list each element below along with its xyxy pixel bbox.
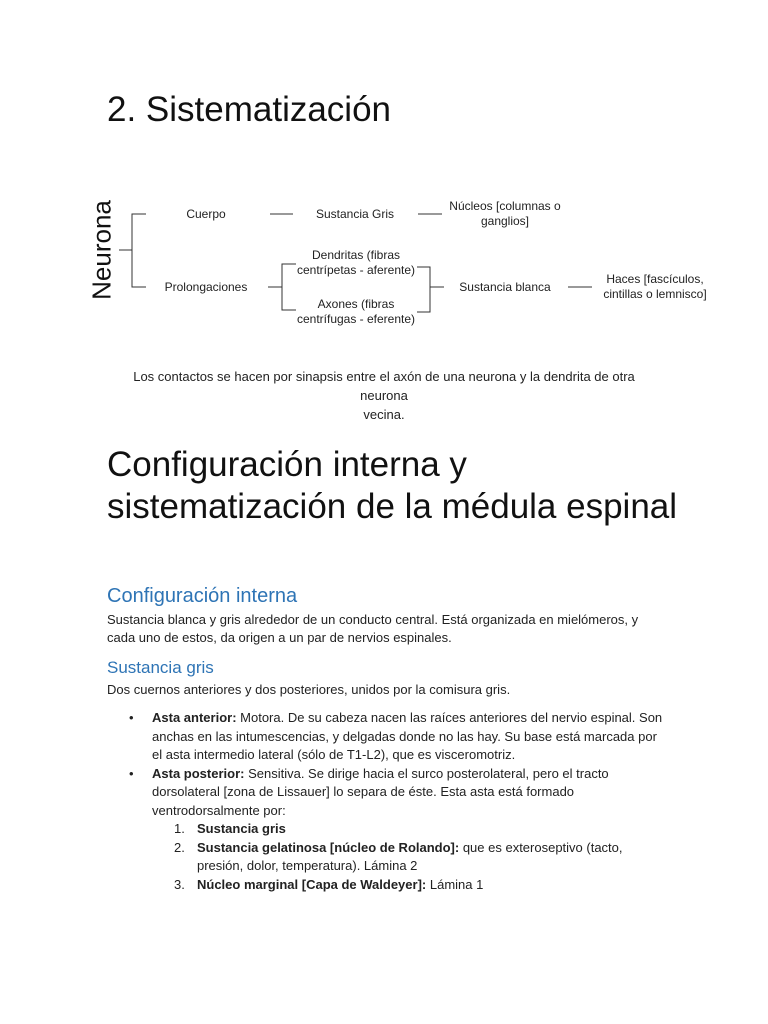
item-label: Sustancia gris: [197, 821, 286, 836]
caption-line2: vecina.: [363, 407, 405, 422]
label-haces-line1: Haces [fascículos,: [606, 272, 704, 286]
heading-sustancia-gris: Sustancia gris: [107, 658, 214, 677]
label-cuerpo: Cuerpo: [186, 207, 226, 221]
heading-configuracion-interna: Configuración interna: [107, 585, 298, 607]
item-text: Sensitiva. Se dirige hacia el surco posterolateral, pero el tracto dorsolateral [zona de Lissauer] lo separa de éste. Esta asta está formado ventrodorsalmente por:: [152, 765, 609, 818]
bullet-list: [107, 709, 667, 894]
label-dendritas-line1: Dendritas (fibras: [311, 248, 401, 262]
label-sustancia-blanca: Sustancia blanca: [459, 280, 551, 294]
label-sustancia-gris: Sustancia Gris: [315, 207, 395, 221]
item-text: que es exteroseptivo (tacto, presión, dolor, temperatura). Lámina 2: [197, 839, 623, 873]
item-text: Motora. De su cabeza nacen las raíces anteriores del nervio espinal. Son anchas en las intumescencias, y delgadas donde no las hay. Su base está marcada por el asta intermedio lateral (sólo de T1-L2), que es visceromotriz.: [152, 710, 663, 762]
label-prolongaciones: Prolongaciones: [164, 280, 248, 294]
label-nucleos: [440, 199, 570, 229]
list-item: [107, 820, 667, 839]
item-label: Asta posterior:: [152, 765, 245, 781]
list-item: [107, 876, 667, 895]
label-haces-line2: cintillas o lemnisco]: [603, 287, 707, 301]
item-number: 1.: [174, 821, 185, 836]
label-haces: [590, 272, 720, 302]
label-dendritas-line2: centrípetas - aferente): [296, 263, 416, 277]
label-dendritas: [286, 248, 426, 278]
item-label: Sustancia gelatinosa [núcleo de Rolando]:: [197, 839, 460, 855]
label-neurona: Neurona: [86, 200, 117, 300]
bullet-icon: •: [129, 710, 134, 725]
label-axones-line1: Axones (fibras: [317, 297, 395, 311]
list-item: [107, 839, 667, 876]
root-bracket: [132, 214, 146, 287]
bullet-icon: •: [129, 765, 134, 781]
item-text: Lámina 1: [426, 876, 484, 892]
paragraph-configuracion: Sustancia blanca y gris alrededor de un conducto central. Está organizada en mielómeros, y cada uno de estos, da origen a un par de nervios espinales.: [107, 612, 639, 645]
heading-configuracion-sistematizacion: Configuración interna y sistematización de la médula espinal: [107, 445, 678, 526]
list-item: [107, 765, 667, 821]
item-number: 2.: [174, 839, 185, 855]
label-axones: [286, 297, 426, 327]
list-item: [107, 709, 667, 765]
label-nucleos-line1: Núcleos [columnas o: [449, 199, 561, 213]
label-axones-line2: centrífugas - eferente): [296, 312, 416, 326]
section-title: 2. Sistematización: [107, 90, 392, 129]
paragraph-sustancia-gris: Dos cuernos anteriores y dos posteriores, unidos por la comisura gris.: [107, 682, 511, 697]
label-nucleos-line2: ganglios]: [480, 214, 530, 228]
caption: [110, 367, 658, 424]
item-label: Asta anterior:: [152, 710, 237, 725]
caption-line1: Los contactos se hacen por sinapsis entre el axón de una neurona y la dendrita de otra neurona: [133, 369, 635, 403]
item-number: 3.: [174, 876, 185, 892]
item-label: Núcleo marginal [Capa de Waldeyer]:: [197, 876, 427, 892]
